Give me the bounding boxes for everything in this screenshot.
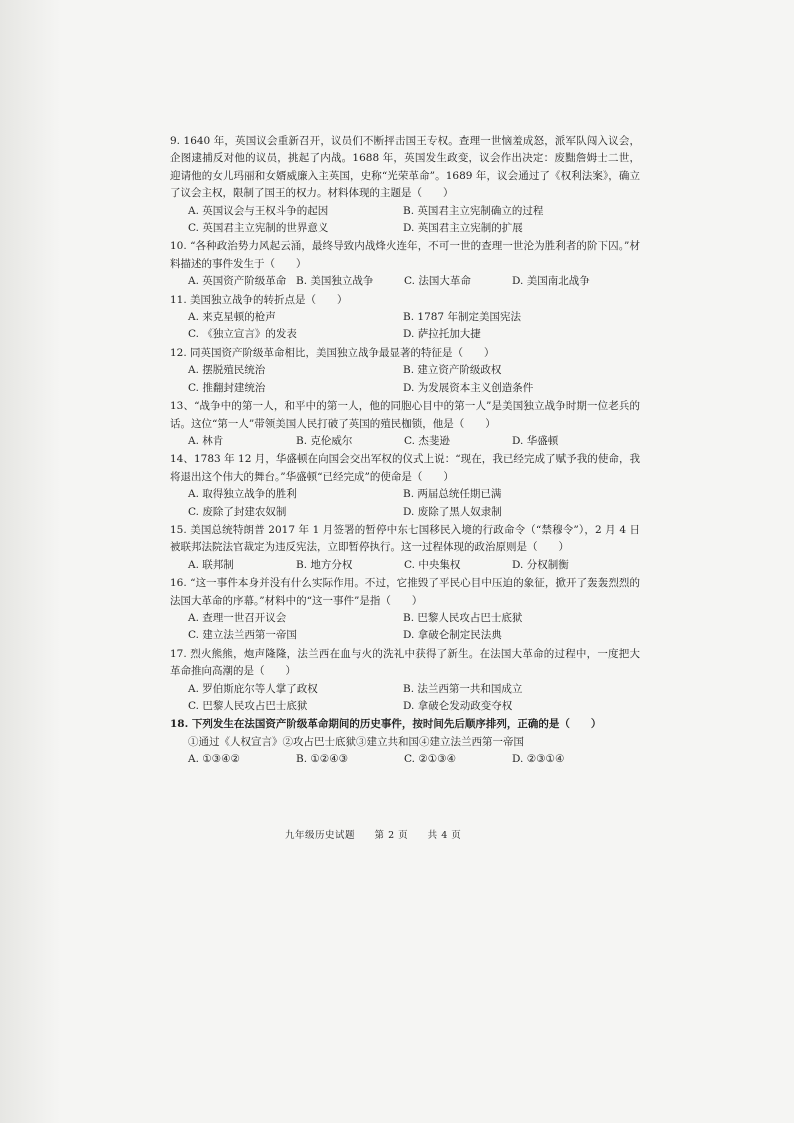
question-stem: 12. 同英国资产阶级革命相比，美国独立战争最显著的特征是（ ）: [170, 346, 495, 359]
option-a: A. 联邦制: [188, 558, 234, 571]
question-16: [170, 575, 640, 645]
option-a: A. 罗伯斯庇尔等人掌了政权: [188, 682, 318, 695]
question-stem: 9. 1640 年，英国议会重新召开，议员们不断抨击国王专权。查理一世恼羞成怒，派军队闯入议会，企图逮捕反对他的议员，挑起了内战。1688 年，英国发生政变，议会作出决定：废黜詹姆士二世，迎请他的女儿玛丽和女婿威廉入主英国，史称“光荣革命”。1689 年，议会通过了《权利法案》，确立了议会主权，限制了国王的权力。材料体现的主题是（ ）: [170, 135, 640, 200]
event-list: ①通过《人权宣言》②攻占巴士底狱③建立共和国④建立法兰西第一帝国: [188, 735, 524, 748]
options: [170, 309, 640, 344]
options: [170, 362, 640, 397]
option-b: B. ①②④③: [296, 753, 349, 766]
option-b: B. 两届总统任期已满: [403, 488, 502, 501]
option-b: B. 英国君主立宪制确立的过程: [403, 204, 544, 217]
option-a: A. 来克星顿的枪声: [188, 311, 276, 324]
question-stem: 10. “各种政治势力风起云涌，最终导致内战烽火连年，不可一世的查理一世沦为胜利者的阶下囚。”材料描述的事件发生于（ ）: [170, 240, 640, 270]
option-a: A. ①③④②: [188, 753, 240, 766]
question-stem: 16. “这一事件本身并没有什么实际作用。不过，它推毁了平民心目中压迫的象征，掀开了轰轰烈烈的法国大革命的序幕。”材料中的“这一事件”是指（ ）: [170, 577, 640, 607]
question-18: [170, 716, 640, 768]
option-d: D. 分权制衡: [512, 558, 569, 571]
option-a: A. 摆脱殖民统治: [188, 364, 266, 377]
option-d: D. 美国南北战争: [512, 275, 590, 288]
option-c: C. 中央集权: [404, 558, 461, 571]
option-b: B. 克伦威尔: [296, 434, 353, 447]
options: [170, 681, 640, 716]
option-b: B. 1787 年制定美国宪法: [403, 311, 521, 324]
options: [170, 610, 640, 645]
page-footer: [285, 827, 545, 841]
option-a: A. 英国资产阶级革命: [188, 275, 287, 288]
option-b: B. 建立资产阶级政权: [403, 364, 502, 377]
question-stem: 18. 下列发生在法国资产阶级革命期间的历史事件，按时间先后顺序排列，正确的是（ ）: [170, 718, 602, 731]
option-d: D. 华盛顿: [512, 434, 559, 447]
option-c: C. 法国大革命: [404, 275, 471, 288]
question-11: [170, 292, 640, 344]
question-12: [170, 345, 640, 397]
question-stem: 11. 美国独立战争的转折点是（ ）: [170, 293, 348, 306]
option-c: C. 废除了封建农奴制: [188, 505, 287, 518]
option-c: C. 杰斐逊: [404, 434, 450, 447]
option-c: C. 建立法兰西第一帝国: [188, 629, 297, 642]
option-b: B. 美国独立战争: [296, 275, 374, 288]
question-14: [170, 451, 640, 521]
options: [170, 203, 640, 238]
option-b: B. 巴黎人民攻占巴士底狱: [403, 611, 523, 624]
option-d: D. 萨拉托加大捷: [403, 328, 481, 341]
footer-page-number: 第 2 页: [374, 830, 409, 841]
question-stem: 15. 美国总统特朗普 2017 年 1 月签署的暂停中东七国移民入境的行政命令（“禁穆令”），2 月 4 日被联邦法院法官裁定为违反宪法，立即暂停执行。这一过程体现的政治原则是（ ）: [170, 523, 640, 554]
options: [170, 486, 640, 521]
question-stem: 14、1783 年 12 月，华盛顿在向国会交出军权的仪式上说：“现在，我已经完成了赋予我的使命，我将退出这个伟大的舞台。”华盛顿“已经完成”的使命是（ ）: [170, 453, 640, 483]
option-a: A. 查理一世召开议会: [188, 611, 287, 624]
option-a: A. 英国议会与王权斗争的起因: [188, 204, 329, 217]
option-b: B. 法兰西第一共和国成立: [403, 682, 523, 695]
option-c: C. 巴黎人民攻占巴士底狱: [188, 700, 308, 712]
question-15: [170, 522, 640, 574]
options: [170, 557, 640, 574]
question-13: [170, 398, 640, 450]
options: [170, 273, 640, 290]
option-d: D. 为发展资本主义创造条件: [403, 381, 534, 394]
option-c: C. 推翻封建统治: [188, 381, 266, 394]
question-9: [170, 133, 640, 237]
options: [170, 433, 640, 450]
question-stem: 17. 烈火熊熊，炮声隆隆，法兰西在血与火的洗礼中获得了新生。在法国大革命的过程中，一度把大革命推向高潮的是（ ）: [170, 647, 640, 678]
option-d: D. ②③①④: [512, 753, 565, 766]
option-c: C. 《独立宣言》的发表: [188, 328, 297, 341]
scan-edge-shadow: [0, 0, 60, 1123]
option-d: D. 拿破仑发动政变夺权: [403, 700, 513, 712]
option-a: A. 取得独立战争的胜利: [188, 488, 297, 501]
question-list: [170, 133, 640, 770]
option-a: A. 林肯: [188, 434, 224, 447]
option-d: D. 英国君主立宪制的扩展: [403, 222, 523, 235]
options: [170, 751, 640, 768]
question-17: [170, 646, 640, 716]
option-d: D. 拿破仑制定民法典: [403, 629, 502, 642]
footer-subject: 九年级历史试题: [285, 830, 356, 841]
option-c: C. ②①③④: [404, 753, 456, 766]
question-10: [170, 238, 640, 290]
option-c: C. 英国君主立宪制的世界意义: [188, 222, 329, 235]
footer-total-pages: 共 4 页: [427, 830, 462, 841]
option-b: B. 地方分权: [296, 558, 353, 571]
option-d: D. 废除了黑人奴隶制: [403, 505, 502, 518]
question-stem: 13、“战争中的第一人，和平中的第一人，他的同胞心目中的第一人”是美国独立战争时期一位老兵的话。这位“第一人”带领美国人民打破了英国的殖民枷锁，他是（ ）: [170, 400, 640, 430]
